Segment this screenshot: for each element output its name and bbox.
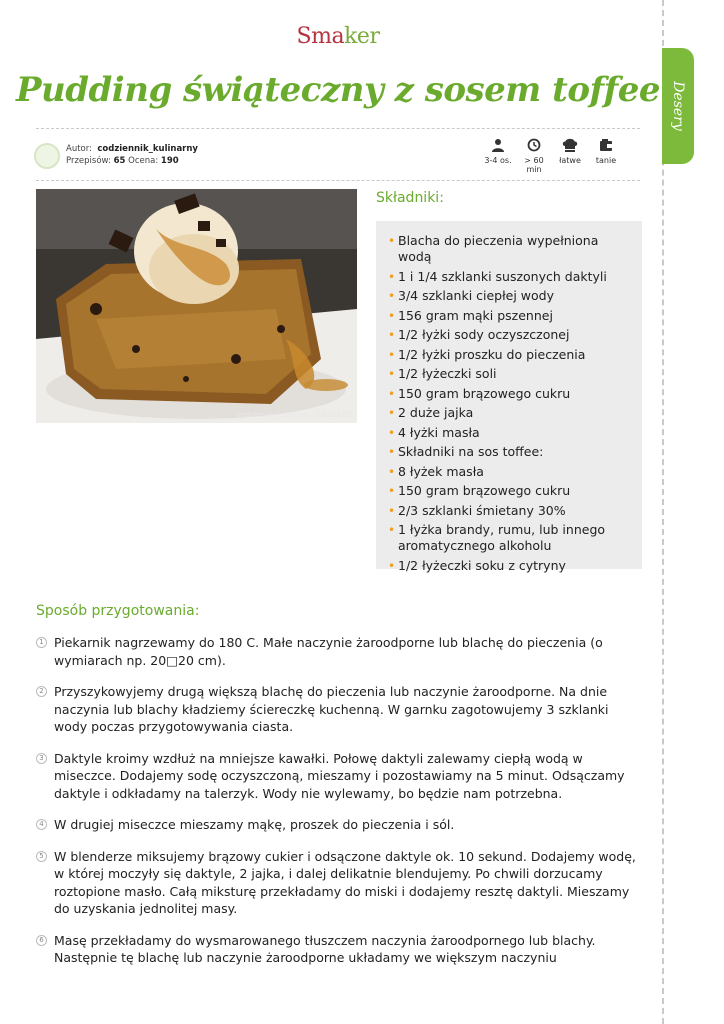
- photo-author: codziennik_kulinarny: [236, 411, 310, 419]
- meta-difficulty: [552, 138, 588, 174]
- ingredient-item: • 150 gram brązowego cukru: [388, 386, 632, 402]
- recipe-photo[interactable]: [36, 189, 357, 423]
- category-tab-label: Desery: [670, 81, 686, 131]
- header-divider-bottom: [36, 180, 640, 181]
- step-2: [36, 683, 642, 736]
- smaker-logo[interactable]: [0, 24, 676, 49]
- ingredient-item: • Składniki na sos toffee:: [388, 444, 632, 460]
- author-avatar[interactable]: [34, 143, 60, 169]
- ingredients-list: [388, 233, 632, 574]
- pudding-illustration: [36, 189, 357, 423]
- preparation-heading: Sposób przygotowania:: [36, 603, 200, 619]
- step-text: Masę przekładamy do wysmarowanego tłuszczem naczynia żaroodpornego lub blachy. Następnie tę blachę lub naczynie żaroodporne układamy we większym naczyniu: [54, 932, 596, 965]
- step-text: W drugiej miseczce mieszamy mąkę, proszek do pieczenia i sól.: [54, 817, 455, 832]
- recipe-title: Pudding świąteczny z sosem toffee: [15, 70, 661, 110]
- ingredient-item: • 1 łyżka brandy, rumu, lub innego aromatycznego alkoholu: [388, 522, 632, 554]
- step-text: Piekarnik nagrzewamy do 180 C. Małe naczynie żaroodporne lub blachę do pieczenia (o wymiarach np. 20□20 cm).: [54, 635, 603, 668]
- ingredients-box: [376, 221, 642, 573]
- ingredient-item: • 2/3 szklanki śmietany 30%: [388, 503, 632, 519]
- ingredient-item: • 1/2 łyżeczki soku z cytryny: [388, 558, 632, 574]
- photo-caption: [237, 409, 353, 420]
- meta-cost: [588, 138, 624, 174]
- wallet-icon: [599, 138, 613, 152]
- clock-icon: [527, 138, 541, 152]
- author-label: Autor:: [66, 144, 92, 154]
- logo-main: Sma: [296, 24, 345, 49]
- category-tab[interactable]: [662, 48, 694, 164]
- rating-value: 190: [160, 156, 179, 166]
- ingredient-item: • Blacha do pieczenia wypełniona wodą: [388, 233, 632, 265]
- chef-hat-icon: [562, 138, 578, 152]
- step-text: W blenderze miksujemy brązowy cukier i odsączone daktyle ok. 10 sekund. Dodajemy wodę, w której moczyły się daktyle, 2 jajka, i dalej delikatnie blendujemy. Po chwili dorzucamy roztopione masło. Całą miksturę przekładamy do miski i dodajemy resztę daktyli. Mieszamy do uzyskania jednolitej masy.: [54, 848, 636, 916]
- step-3: [36, 750, 642, 803]
- ingredient-item: • 1/2 łyżeczki soli: [388, 366, 632, 382]
- logo-accent: ker: [344, 24, 380, 49]
- meta-cost-label: tanie: [595, 156, 617, 165]
- step-number: 4: [36, 819, 47, 830]
- ingredient-item: • 1/2 łyżki sody oczyszczonej: [388, 327, 632, 343]
- step-number: 1: [36, 637, 47, 648]
- meta-servings: [480, 138, 516, 174]
- step-1: [36, 634, 642, 669]
- ingredient-item: • 2 duże jajka: [388, 405, 632, 421]
- preparation-steps: [36, 634, 642, 981]
- ingredient-item: • 156 gram mąki pszennej: [388, 308, 632, 324]
- author-info: [66, 143, 198, 167]
- step-number: 2: [36, 686, 47, 697]
- ingredient-item: • 1/2 łyżki proszku do pieczenia: [388, 347, 632, 363]
- ingredient-item: • 150 gram brązowego cukru: [388, 483, 632, 499]
- recipes-count: 65: [113, 156, 126, 166]
- meta-difficulty-label: łatwe: [559, 156, 581, 165]
- recipe-meta: [480, 138, 624, 174]
- step-5: [36, 848, 642, 918]
- author-name[interactable]: codziennik_kulinarny: [97, 144, 198, 154]
- step-number: 5: [36, 851, 47, 862]
- step-text: Przyszykowyjemy drugą większą blachę do pieczenia lub naczynie żaroodporne. Na dnie naczynia lub blachy kładziemy ściereczkę kuchenną. W garnku zagotowujemy 3 szklanki wody poczas przygotowywania ciasta.: [54, 684, 609, 734]
- recipes-label: Przepisów:: [66, 156, 111, 166]
- ingredient-item: • 4 łyżki masła: [388, 425, 632, 441]
- meta-time-label: > 60 min: [524, 156, 544, 174]
- step-4: [36, 816, 642, 834]
- header-divider-top: [36, 128, 640, 129]
- step-6: [36, 932, 642, 967]
- photo-watermark: Smaker: [313, 409, 353, 420]
- ingredient-item: • 8 łyżek masła: [388, 464, 632, 480]
- ingredients-heading: Składniki:: [376, 190, 444, 206]
- step-number: 6: [36, 935, 47, 946]
- step-text: Daktyle kroimy wzdłuż na mniejsze kawałki. Połowę daktyli zalewamy ciepłą wodą w miseczce. Dodajemy sodę oczyszczoną, mieszamy i pozostawiamy na 5 minut. Odsączamy daktyle i odkładamy na talerzyk. Wody nie wylewamy, bo będzie nam potrzebna.: [54, 750, 625, 801]
- step-number: 3: [36, 753, 47, 764]
- person-icon: [491, 138, 505, 152]
- meta-time: [516, 138, 552, 174]
- meta-servings-label: 3-4 os.: [484, 156, 512, 165]
- ingredient-item: • 3/4 szklanki ciepłej wody: [388, 288, 632, 304]
- rating-label: Ocena:: [128, 156, 159, 166]
- ingredient-item: • 1 i 1/4 szklanki suszonych daktyli: [388, 269, 632, 285]
